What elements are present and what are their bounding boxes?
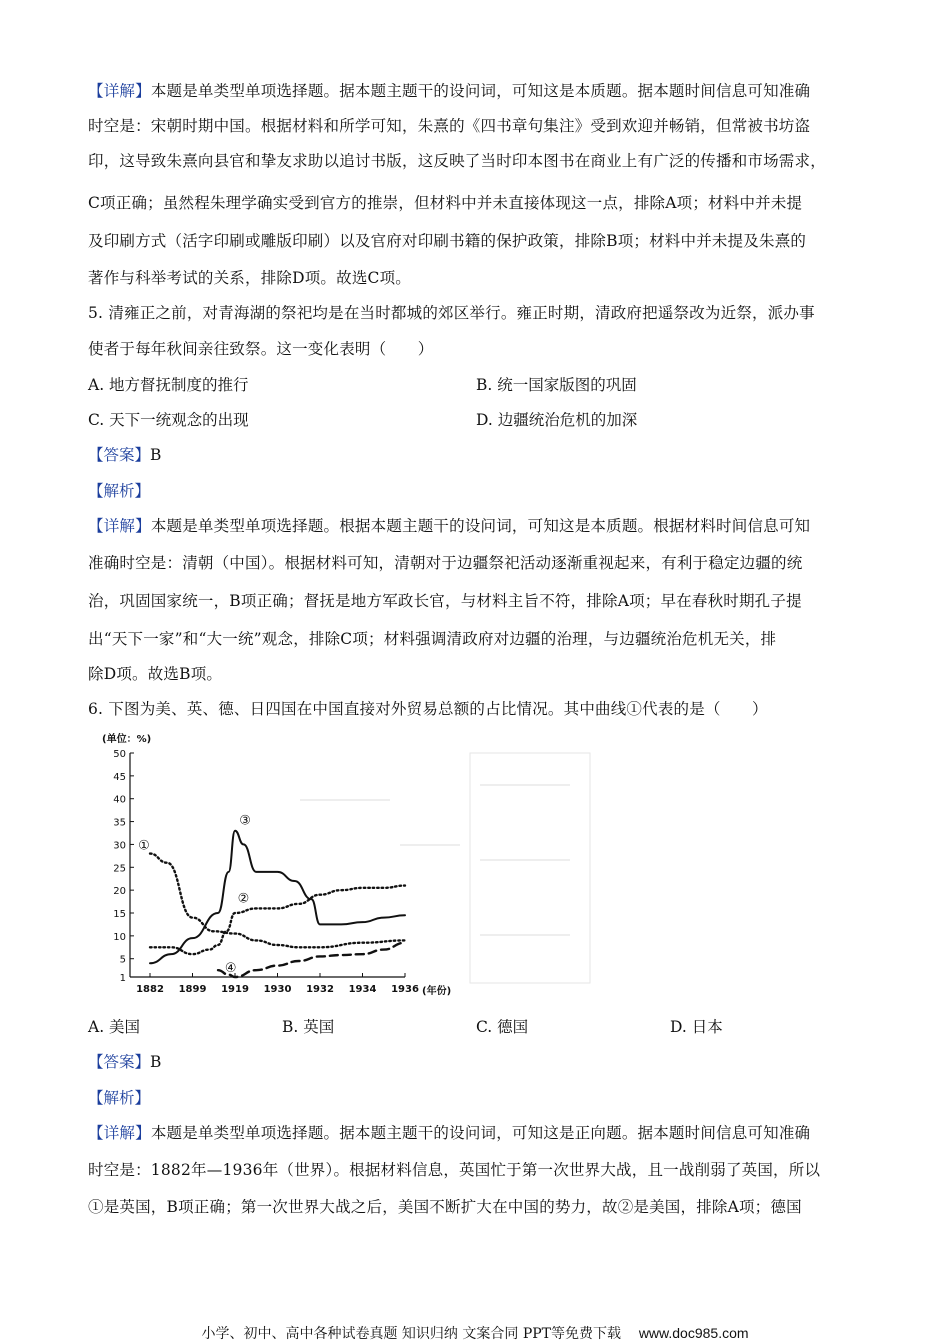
x-tick-label: 1882 xyxy=(136,984,164,995)
detail-line: ①是英国，B项正确；第一次世界大战之后，美国不断扩大在中国的势力，故②是美国，排除A项；德国 xyxy=(88,1198,802,1216)
option-d: D. 边疆统治危机的加深 xyxy=(476,411,638,429)
y-tick-label: 25 xyxy=(113,863,126,875)
detail-line: 【详解】本题是单类型单项选择题。据本题主题干的设问词，可知这是正向题。据本题时间信息可知准确 xyxy=(88,1124,811,1142)
detail-line: C项正确；虽然程朱理学确实受到官方的推崇，但材料中并未直接体现这一点，排除A项；材料中并未提 xyxy=(88,194,803,212)
option-a: A. 美国 xyxy=(88,1018,141,1036)
y-tick-label: 40 xyxy=(113,794,126,806)
y-tick-label: 10 xyxy=(113,931,126,943)
series-line xyxy=(150,854,405,948)
x-tick-label: 1936 xyxy=(391,984,419,995)
x-tick-label: 1919 xyxy=(221,984,249,995)
trade-share-chart xyxy=(100,725,600,1000)
option-a: A. 地方督抚制度的推行 xyxy=(88,376,249,394)
detail-line: 除D项。故选B项。 xyxy=(88,665,223,683)
detail-line: 治，巩固国家统一，B项正确；督抚是地方军政长官，与材料主旨不符，排除A项；早在春秋时期孔子提 xyxy=(88,592,802,610)
detail-tag: 【详解】 xyxy=(88,82,151,100)
option-b: B. 英国 xyxy=(282,1018,335,1036)
detail-line: 出“天下一家”和“大一统”观念，排除C项；材料强调清政府对边疆的治理，与边疆统治危机无关，排 xyxy=(88,630,777,648)
detail-line: 印，这导致朱熹向县官和挚友求助以追讨书版，这反映了当时印本图书在商业上有广泛的传播和市场需求， xyxy=(88,152,826,170)
detail-line: 准确时空是：清朝（中国）。根据材料可知，清朝对于边疆祭祀活动逐渐重视起来，有利于稳定边疆的统 xyxy=(88,554,803,572)
detail-line: 【详解】本题是单类型单项选择题。据本题主题干的设问词，可知这是本质题。据本题时间信息可知准确 xyxy=(88,82,811,100)
line-chart-svg xyxy=(100,725,600,1000)
question-6-stem: 6. 下图为美、英、德、日四国在中国直接对外贸易总额的占比情况。其中曲线①代表的是（ ） xyxy=(88,700,768,718)
analysis-tag: 【解析】 xyxy=(88,1089,151,1107)
answer-tag: 【答案】 xyxy=(88,446,151,464)
y-tick-label: 20 xyxy=(113,886,126,898)
detail-line: 时空是：宋朝时期中国。根据材料和所学可知，朱熹的《四书章句集注》受到欢迎并畅销，但常被书坊盗 xyxy=(88,117,811,135)
page-footer xyxy=(0,1324,950,1343)
detail-tag: 【详解】 xyxy=(88,1124,151,1142)
chart-series xyxy=(138,814,405,977)
series-label: ② xyxy=(237,891,250,907)
y-tick-label: 5 xyxy=(119,954,126,966)
detail-line: 著作与科举考试的关系，排除D项。故选C项。 xyxy=(88,269,411,287)
detail-line: 及印刷方式（活字印刷或雕版印刷）以及官府对印刷书籍的保护政策，排除B项；材料中并未提及朱熹的 xyxy=(88,232,807,250)
y-tick-label: 45 xyxy=(113,771,126,783)
series-label: ④ xyxy=(224,961,237,976)
x-tick-label: 1899 xyxy=(178,984,207,995)
option-c: C. 天下一统观念的出现 xyxy=(88,411,249,429)
answer-line xyxy=(88,1052,161,1072)
option-b: B. 统一国家版图的巩固 xyxy=(476,376,637,394)
series-label: ③ xyxy=(239,813,251,829)
y-tick-label: 35 xyxy=(113,817,126,829)
footer-link[interactable]: www.doc985.com xyxy=(638,1325,749,1341)
question-5-stem: 使者于每年秋间亲往致祭。这一变化表明（ ） xyxy=(88,340,434,358)
analysis-tag: 【解析】 xyxy=(88,482,151,500)
answer-line xyxy=(88,445,161,465)
option-d: D. 日本 xyxy=(670,1018,723,1036)
x-tick-label: 1934 xyxy=(348,984,377,995)
scan-artifacts xyxy=(300,753,590,983)
question-5-stem: 5. 清雍正之前，对青海湖的祭祀均是在当时都城的郊区举行。雍正时期，清政府把遥祭改为近祭，派办事 xyxy=(88,304,815,322)
answer-value: B xyxy=(150,446,162,464)
series-line xyxy=(218,943,405,977)
x-tick-label: 1932 xyxy=(306,984,334,995)
detail-line: 时空是：1882年—1936年（世界）。根据材料信息，英国忙于第一次世界大战，且一战削弱了英国，所以 xyxy=(88,1161,821,1179)
footer-text: 小学、初中、高中各种试卷真题 知识归纳 文案合同 PPT等免费下载 xyxy=(201,1326,621,1342)
detail-line: 【详解】本题是单类型单项选择题。根据本题主题干的设问词，可知这是本质题。根据材料时间信息可知 xyxy=(88,517,811,535)
x-axis-label: (年份) xyxy=(422,986,452,997)
detail-tag: 【详解】 xyxy=(88,517,151,535)
x-tick-label: 1930 xyxy=(263,984,292,995)
y-tick-label: 30 xyxy=(113,840,126,852)
answer-value: B xyxy=(150,1053,162,1071)
series-label: ① xyxy=(138,838,150,854)
option-c: C. 德国 xyxy=(476,1018,529,1036)
answer-tag: 【答案】 xyxy=(88,1053,151,1071)
y-tick-label: 50 xyxy=(113,749,126,760)
y-tick-label: 15 xyxy=(113,909,126,920)
y-axis-label: (单位：%) xyxy=(102,734,152,745)
y-tick-label: 1 xyxy=(119,973,126,984)
